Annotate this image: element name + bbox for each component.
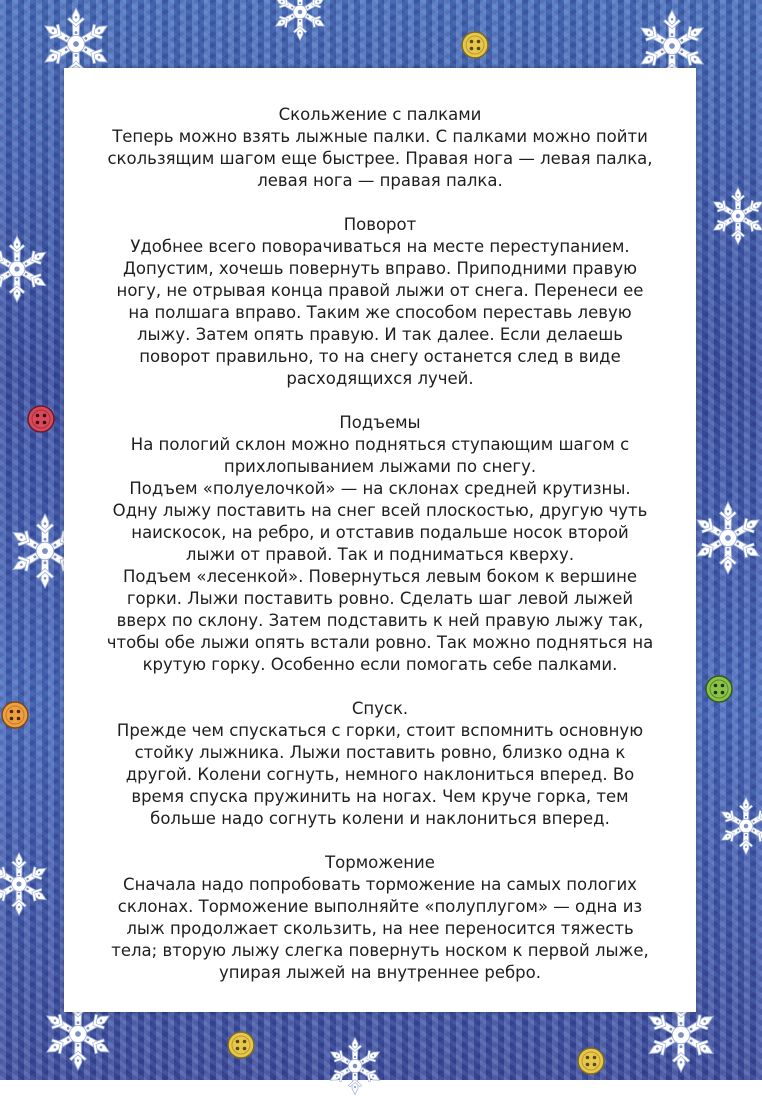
snowflake-icon [690,500,762,576]
text-line: вверх по склону. Затем подставить к ней правую лыжу так, [116,611,644,630]
section-title: Поворот [343,215,417,234]
text-line: тела; вторую лыжу слегка повернуть носком к первой лыже, [111,941,649,960]
text-line: на полшага вправо. Таким же способом переставь левую [128,303,632,322]
text-line: Прежде чем спускаться с горки, стоит вспомнить основную [116,721,644,740]
sewing-button-icon [704,674,734,704]
snowflake-icon [0,846,52,922]
sewing-button-icon [26,404,56,434]
sewing-button-icon [226,1030,256,1060]
text-line: больше надо согнуть колени и наклониться вперед. [150,809,610,828]
text-line: упирая лыжей на внутреннее ребро. [219,963,541,982]
text-line: чтобы обе лыжи опять встали ровно. Так можно подняться на [106,633,654,652]
section-spusk [64,698,696,830]
text-line: расходящихся лучей. [286,369,474,388]
text-line: горки. Лыжи поставить ровно. Сделать шаг левой лыжей [126,589,634,608]
section-title: Торможение [325,853,435,872]
text-line: Подъем «полуелочкой» — на склонах средней крутизны. [129,479,631,498]
text-line: Одну лыжу поставить на снег всей плоскостью, другую чуть [112,501,648,520]
text-line: другой. Колени согнуть, немного наклониться вперед. Во [125,765,635,784]
snowflake-icon [716,786,762,866]
text-line: время спуска пружинить на ногах. Чем круче горка, тем [131,787,629,806]
snowflake-icon [708,186,762,246]
section-title: Спуск. [351,699,409,718]
text-line: лыжи от правой. Так и подниматься кверху. [185,545,575,564]
article-body [64,104,696,1006]
text-line: Подъем «лесенкой». Повернуться левым боком к вершине [122,567,638,586]
sewing-button-icon [0,700,30,730]
text-line: склонах. Торможение выполняйте «полуплугом» — одна из [117,897,643,916]
text-line: крутую горку. Особенно если помогать себе палками. [142,655,618,674]
section-title: Подъемы [339,413,421,432]
text-line: стойку лыжника. Лыжи поставить ровно, близко одна к [134,743,626,762]
text-line: поворот правильно, то на снегу останется след в виде [139,347,621,366]
text-line: прихлопыванием лыжами по снегу. [223,457,537,476]
section-podemy [64,412,696,676]
text-line: Допустим, хочешь повернуть вправо. Приподними правую [122,259,638,278]
text-line: Удобнее всего поворачиваться на месте переступанием. [130,237,630,256]
text-line: лыжу. Затем опять правую. И так далее. Если делаешь [136,325,624,344]
section-title: Скольжение с палками [278,105,482,124]
text-line: скользящим шагом еще быстрее. Правая нога — левая палка, [107,149,653,168]
text-line: Теперь можно взять лыжные палки. С палками можно пойти [112,127,648,146]
section-skolzhenie [64,104,696,192]
snowflake-icon [322,1036,388,1096]
snowflake-icon [0,226,52,312]
sewing-button-icon [576,1046,606,1076]
text-line: левая нога — правая палка. [257,171,503,190]
text-line: На пологий склон можно подняться ступающим шагом с [130,435,630,454]
snowflake-icon [262,0,338,42]
text-line: наискосок, на ребро, и отставив подальше носок второй [131,523,629,542]
text-line: Сначала надо попробовать торможение на самых пологих [123,875,637,894]
section-povorot [64,214,696,390]
sewing-button-icon [460,30,490,60]
section-tormozhenie [64,852,696,984]
text-line: лыж продолжает скользить, на нее переносится тяжесть [126,919,634,938]
text-line: ногу, не отрывая конца правой лыжи от снега. Перенеси ее [116,281,644,300]
text-paper [64,68,696,1012]
